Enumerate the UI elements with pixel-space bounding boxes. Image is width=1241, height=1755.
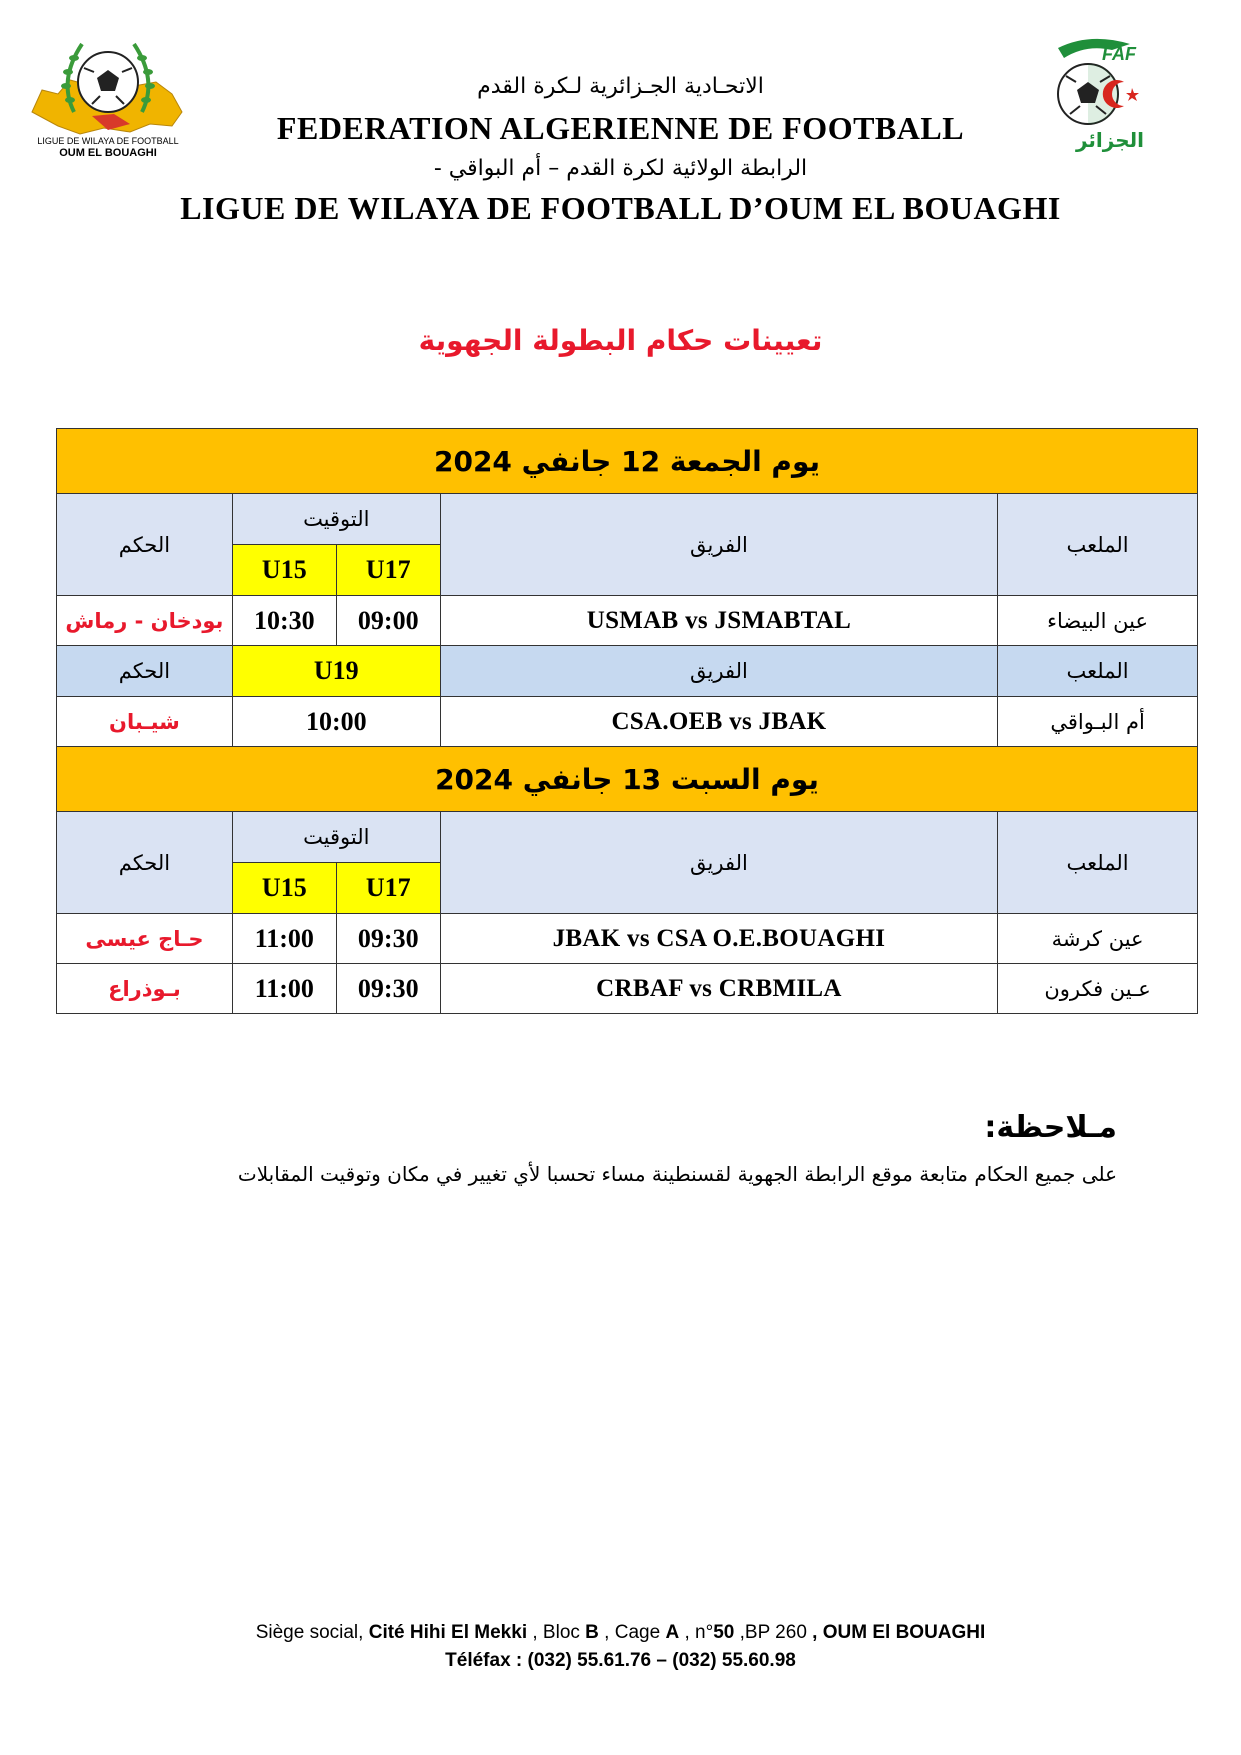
category-u17: U17 (336, 863, 440, 914)
referee-name: حـاج عيسى (57, 914, 233, 964)
stadium-header: الملعب (998, 812, 1198, 914)
category-u15: U15 (232, 863, 336, 914)
day2-column-header-row (57, 812, 1198, 863)
stadium-name: أم البـواقي (998, 697, 1198, 747)
referee-name: بـوذراع (57, 964, 233, 1014)
referee-name: شيـبان (57, 697, 233, 747)
faf-logo-text: FAF (1102, 44, 1136, 64)
timing-header: التوقيت (232, 494, 440, 545)
footer-address-sep: , Bloc (527, 1622, 586, 1643)
day2-title: يوم السبت 13 جانفي 2024 (57, 747, 1198, 812)
fr-league-name: LIGUE DE WILAYA DE FOOTBALL D’OUM EL BOUAGHI (180, 190, 1061, 226)
footer-address-pre: Siège social, (255, 1622, 369, 1643)
footer-address-bloc: B (585, 1622, 599, 1643)
team-header: الفريق (440, 494, 997, 596)
footer-address-number: 50 (713, 1622, 735, 1643)
team-header: الفريق (440, 812, 997, 914)
referee-header: الحكم (57, 812, 233, 914)
ar-federation-name: الاتحـادية الجـزائرية لـكرة القدم (477, 74, 764, 99)
referee-header: الحكم (57, 494, 233, 596)
league-logo-text-1: LIGUE DE WILAYA DE FOOTBALL (37, 136, 179, 146)
timing-header: التوقيت (232, 812, 440, 863)
table-row (57, 596, 1198, 646)
match-teams: JBAK vs CSA O.E.BOUAGHI (440, 914, 997, 964)
footer-address (0, 1622, 1241, 1644)
table-row (57, 964, 1198, 1014)
stadium-name: عين البيضاء (998, 596, 1198, 646)
category-u17: U17 (336, 545, 440, 596)
stadium-name: عين كرشة (998, 914, 1198, 964)
ar-league-name: الرابطة الولائية لكرة القدم – أم البواقي - (433, 156, 808, 181)
stadium-header: الملعب (998, 646, 1198, 697)
time-u17: 09:30 (336, 914, 440, 964)
referee-name: بودخان - رماش (57, 596, 233, 646)
day1-header-row (57, 429, 1198, 494)
time-u17: 09:30 (336, 964, 440, 1014)
footer-address-street: Cité Hihi El Mekki (368, 1622, 528, 1643)
u19-header-row (57, 646, 1198, 697)
referee-header: الحكم (57, 646, 233, 697)
page-title: تعيينات حكام البطولة الجهوية (418, 324, 823, 357)
footer-address-sep: , Cage (598, 1622, 666, 1643)
league-logo-text-2: OUM EL BOUAGHI (59, 147, 157, 159)
footer-address-city: , OUM El BOUAGHI (812, 1622, 986, 1643)
time-u15: 11:00 (232, 964, 336, 1014)
category-u19: U19 (232, 646, 440, 697)
match-teams: USMAB vs JSMABTAL (440, 596, 997, 646)
day1-title: يوم الجمعة 12 جانفي 2024 (57, 429, 1198, 494)
time-u19: 10:00 (232, 697, 440, 747)
fr-federation-name: FEDERATION ALGERIENNE DE FOOTBALL (276, 110, 965, 146)
day1-column-header-row (57, 494, 1198, 545)
footer-address-sep: , n° (679, 1622, 714, 1643)
footer-address-bp: ,BP 260 (734, 1622, 813, 1643)
stadium-header: الملعب (998, 494, 1198, 596)
time-u15: 11:00 (232, 914, 336, 964)
match-teams: CSA.OEB vs JBAK (440, 697, 997, 747)
day2-header-row (57, 747, 1198, 812)
referee-schedule-table (56, 428, 1198, 1014)
team-header: الفريق (440, 646, 997, 697)
table-row (57, 697, 1198, 747)
time-u15: 10:30 (232, 596, 336, 646)
footer-address-cage: A (665, 1622, 680, 1643)
note-title: مـلاحظة: (984, 1110, 1117, 1145)
note-text: على جميع الحكام متابعة موقع الرابطة الجهوية لقسنطينة مساء تحسبا لأي تغيير في مكان وتوقيت المقابلات (237, 1162, 1117, 1186)
match-teams: CRBAF vs CRBMILA (440, 964, 997, 1014)
time-u17: 09:00 (336, 596, 440, 646)
faf-logo-arabic: الجزائر (1075, 128, 1145, 152)
table-row (57, 914, 1198, 964)
footer-telefax: Téléfax : (032) 55.61.76 – (032) 55.60.98 (445, 1650, 796, 1671)
stadium-name: عـين فكرون (998, 964, 1198, 1014)
category-u15: U15 (232, 545, 336, 596)
